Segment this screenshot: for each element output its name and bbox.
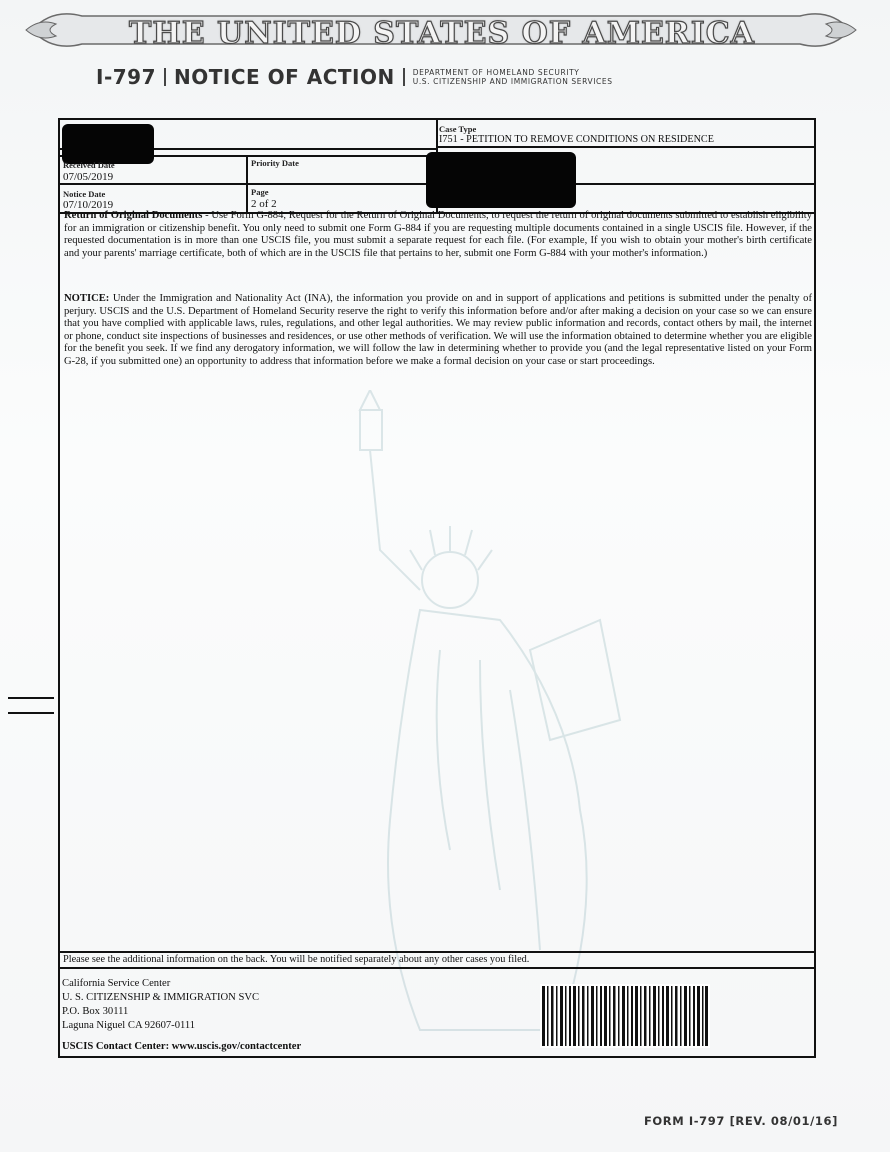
received-date-label: Received Date bbox=[63, 160, 115, 170]
address-line: Laguna Niguel CA 92607-0111 bbox=[62, 1020, 196, 1031]
case-type-value: I751 - PETITION TO REMOVE CONDITIONS ON RESIDENCE bbox=[439, 134, 714, 145]
agency-line: U.S. CITIZENSHIP AND IMMIGRATION SERVICES bbox=[412, 77, 613, 86]
case-type-label: Case Type bbox=[439, 124, 477, 134]
return-documents-text: - Use Form G-884, Request for the Return of Original Documents, to request the return of original documents submitted to establish eligibility for an immigration or citizenship benefit. You only need to submit one Form G-884 if you are requesting multiple documents contained in a single USCIS file. However, if the requested documentation is in more than one USCIS file, you must submit a separate request for each file. (For example, If you wish to obtain your mother's birth certificate and your parents' marriage certificate, both of which are in the USCIS file that pertains to her, submit one Form G-884 with your mother's information.) bbox=[64, 210, 812, 259]
address-line: California Service Center bbox=[62, 978, 171, 989]
header-divider bbox=[164, 68, 166, 86]
return-documents-heading: Return of Original Documents bbox=[64, 210, 203, 221]
received-date-value: 07/05/2019 bbox=[63, 171, 114, 183]
address-line: P.O. Box 30111 bbox=[62, 1006, 129, 1017]
notice-header bbox=[96, 63, 613, 91]
return-documents-paragraph bbox=[64, 210, 812, 260]
notice-date-value: 07/10/2019 bbox=[63, 199, 114, 211]
barcode bbox=[540, 984, 710, 1048]
additional-info-note: Please see the additional information on the back. You will be notified separately about any other cases you filed. bbox=[63, 954, 530, 965]
notice-title: NOTICE OF ACTION bbox=[174, 65, 395, 89]
page-label: Page bbox=[251, 187, 269, 197]
banner-title: THE UNITED STATES OF AMERICA bbox=[129, 16, 755, 51]
department-block bbox=[413, 68, 613, 86]
contact-center: USCIS Contact Center: www.uscis.gov/contactcenter bbox=[62, 1041, 302, 1052]
notice-paragraph bbox=[64, 293, 812, 368]
header-divider bbox=[403, 68, 405, 86]
page-value: 2 of 2 bbox=[251, 198, 277, 210]
form-revision: FORM I-797 [REV. 08/01/16] bbox=[643, 1114, 838, 1128]
priority-date-label: Priority Date bbox=[251, 158, 299, 168]
country-banner bbox=[22, 6, 860, 54]
fold-mark bbox=[8, 712, 54, 714]
service-center-address bbox=[62, 977, 259, 1033]
redacted-name bbox=[62, 124, 154, 164]
department-line: DEPARTMENT OF HOMELAND SECURITY bbox=[412, 68, 580, 77]
address-line: U. S. CITIZENSHIP & IMMIGRATION SVC bbox=[62, 992, 260, 1003]
form-number: I-797 bbox=[96, 65, 156, 89]
notice-text: Under the Immigration and Nationality Act (INA), the information you provide on and in support of applications and petitions is submitted under the penalty of perjury. USCIS and the U.S. Department of Homeland Security reserve the right to verify this information before and/or after making a decision on your case so we can ensure that you have complied with applicable laws, rules, regulations, and other legal authorities. We may review public information and records, contact others by mail, the internet or phone, conduct site inspections of businesses and residences, or use other methods of verification. We will use the information obtained to determine whether you are eligible for the benefit you seek. If we find any derogatory information, we will follow the law in determining whether to provide you (and the legal representative listed on your Form G-28, if you submitted one) an opportunity to address that information before we make a formal decision on your case or start proceedings. bbox=[64, 293, 812, 367]
notice-heading: NOTICE: bbox=[64, 293, 110, 304]
notice-date-label: Notice Date bbox=[63, 189, 106, 199]
fold-mark bbox=[8, 697, 54, 699]
redacted-receipt-number bbox=[426, 152, 576, 208]
